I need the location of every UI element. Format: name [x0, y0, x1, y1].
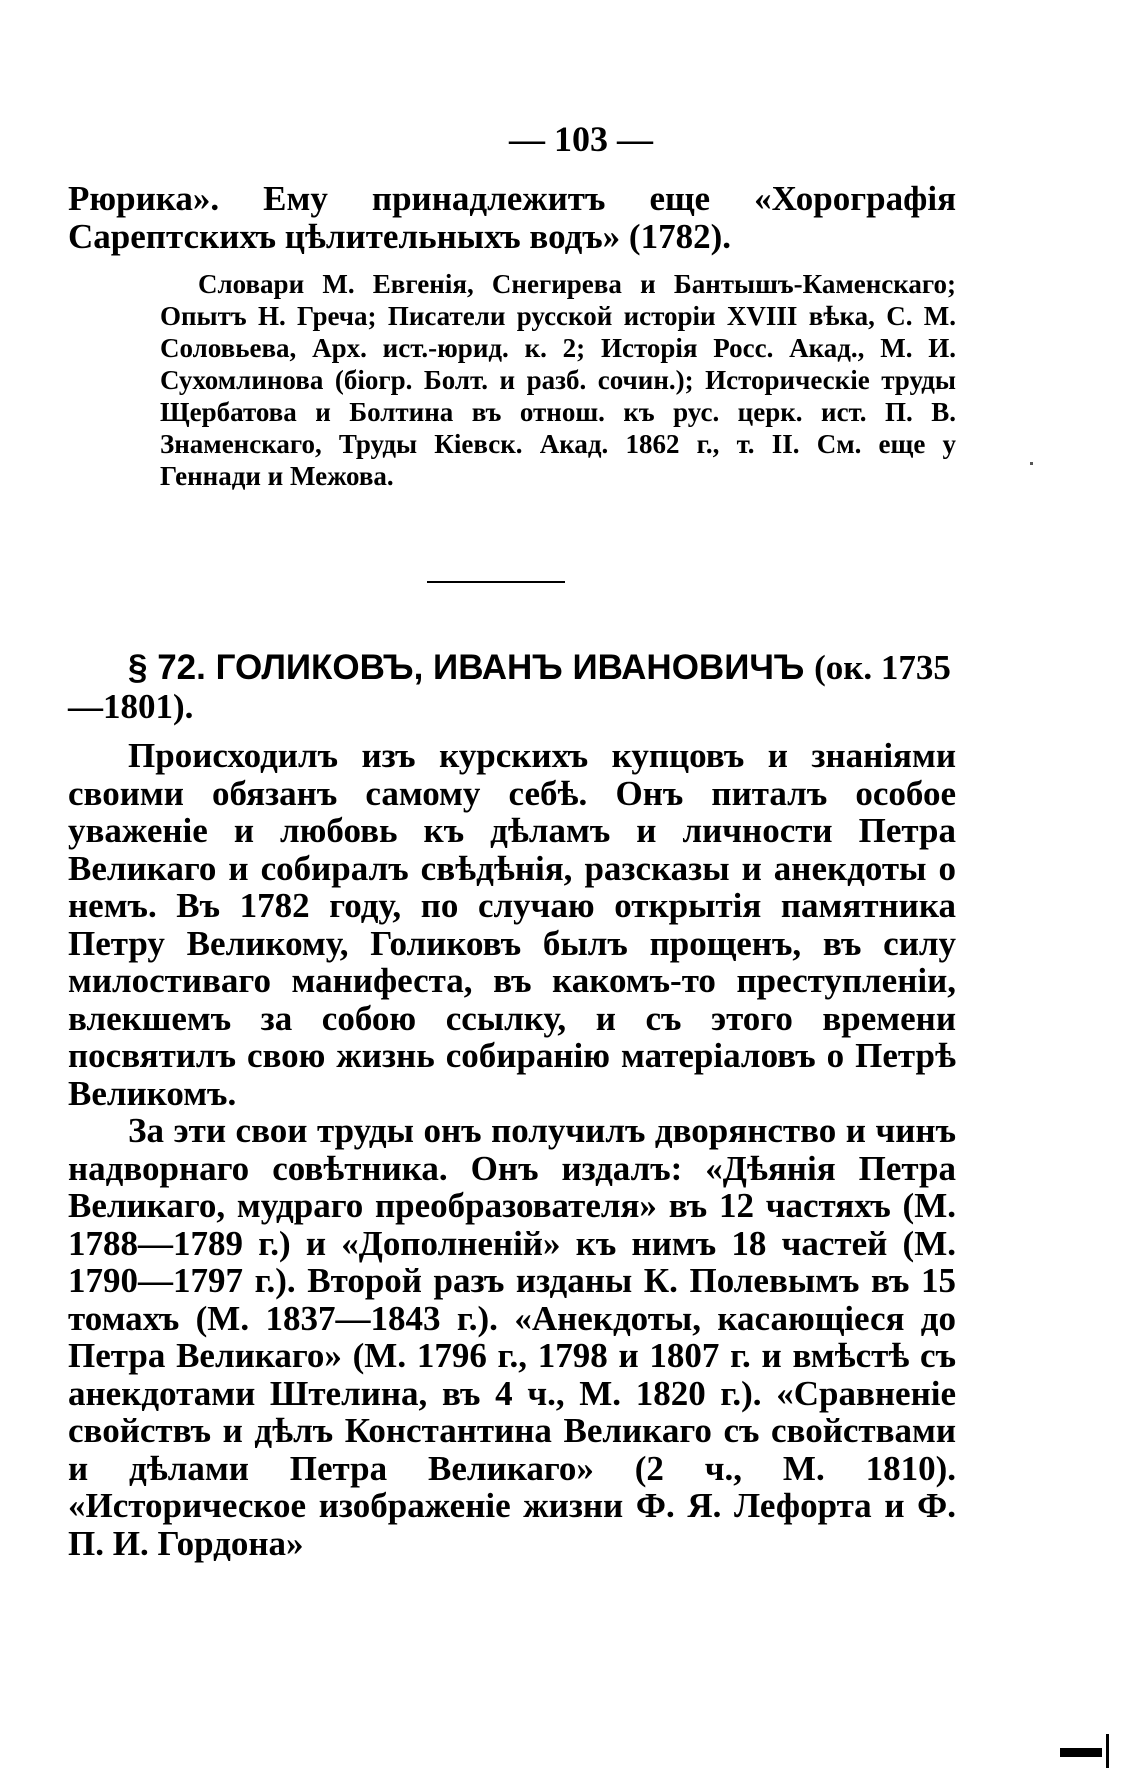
section-number: § 72.: [128, 648, 206, 687]
body-text: [68, 737, 956, 1562]
section-heading: [68, 648, 956, 726]
page-number: — 103 —: [509, 119, 653, 159]
bibliography-note: Словари М. Евгенія, Снегирева и Бантышъ-Каменскаго; Опытъ Н. Греча; Писатели русской исторіи XVIII вѣка, С. М. Соловьева, Арх. ист.-юрид. к. 2; Исторія Росс. Акад., М. И. Сухомлинова (біогр. Болт. и разб. сочин.); Историческіе труды Щербатова и Болтина въ отнош. къ рус. церк. ист. П. В. Знаменскаго, Труды Кіевск. Акад. 1862 г., т. II. См. еще у Геннади и Межова.: [160, 269, 956, 491]
paragraph-text: Рюрика». Ему принадлежитъ еще «Хорографія Сарептскихъ цѣлительныхъ водъ» (1782).: [68, 179, 956, 256]
continued-paragraph: [68, 180, 956, 255]
paragraph: Происходилъ изъ курскихъ купцовъ и знаніями своими обязанъ самому себѣ. Онъ питалъ особое уваженіе и любовь къ дѣламъ и личности Петра Великаго и собиралъ свѣдѣнія, разсказы и анекдоты о немъ. Въ 1782 году, по случаю открытія памятника Петру Великому, Голиковъ былъ прощенъ, въ силу милостиваго манифеста, въ какомъ-то преступленіи, влекшемъ за собою ссылку, и съ этого времени посвятилъ свою жизнь собиранію матеріаловъ о Петрѣ Великомъ.: [68, 736, 956, 1113]
section-divider: [427, 581, 565, 583]
scan-mark: [1106, 1734, 1109, 1768]
scan-speck: [1030, 462, 1033, 465]
scan-mark: [1060, 1748, 1102, 1757]
section-title: ГОЛИКОВЪ, ИВАНЪ ИВАНОВИЧЪ: [215, 648, 805, 687]
paragraph: За эти свои труды онъ получилъ дворянство и чинъ надворнаго совѣтника. Онъ издалъ: «Дѣянія Петра Великаго, мудраго преобразователя» въ 12 частяхъ (М. 1788—1789 г.) и «Дополненій» къ нимъ 18 частей (М. 1790—1797 г.). Второй разъ изданы К. Полевымъ въ 15 томахъ (М. 1837—1843 г.). «Анекдоты, касающіеся до Петра Великаго» (М. 1796 г., 1798 и 1807 г. и вмѣстѣ съ анекдотами Штелина, въ 4 ч., М. 1820 г.). «Сравненіе свойствъ и дѣлъ Константина Великаго съ свойствами и дѣлами Петра Великаго» (2 ч., М. 1810). «Историческое изображеніе жизни Ф. Я. Лефорта и Ф. П. И. Гордона»: [68, 1111, 956, 1563]
section-dates: (ок. 1735—1801).: [68, 648, 951, 726]
